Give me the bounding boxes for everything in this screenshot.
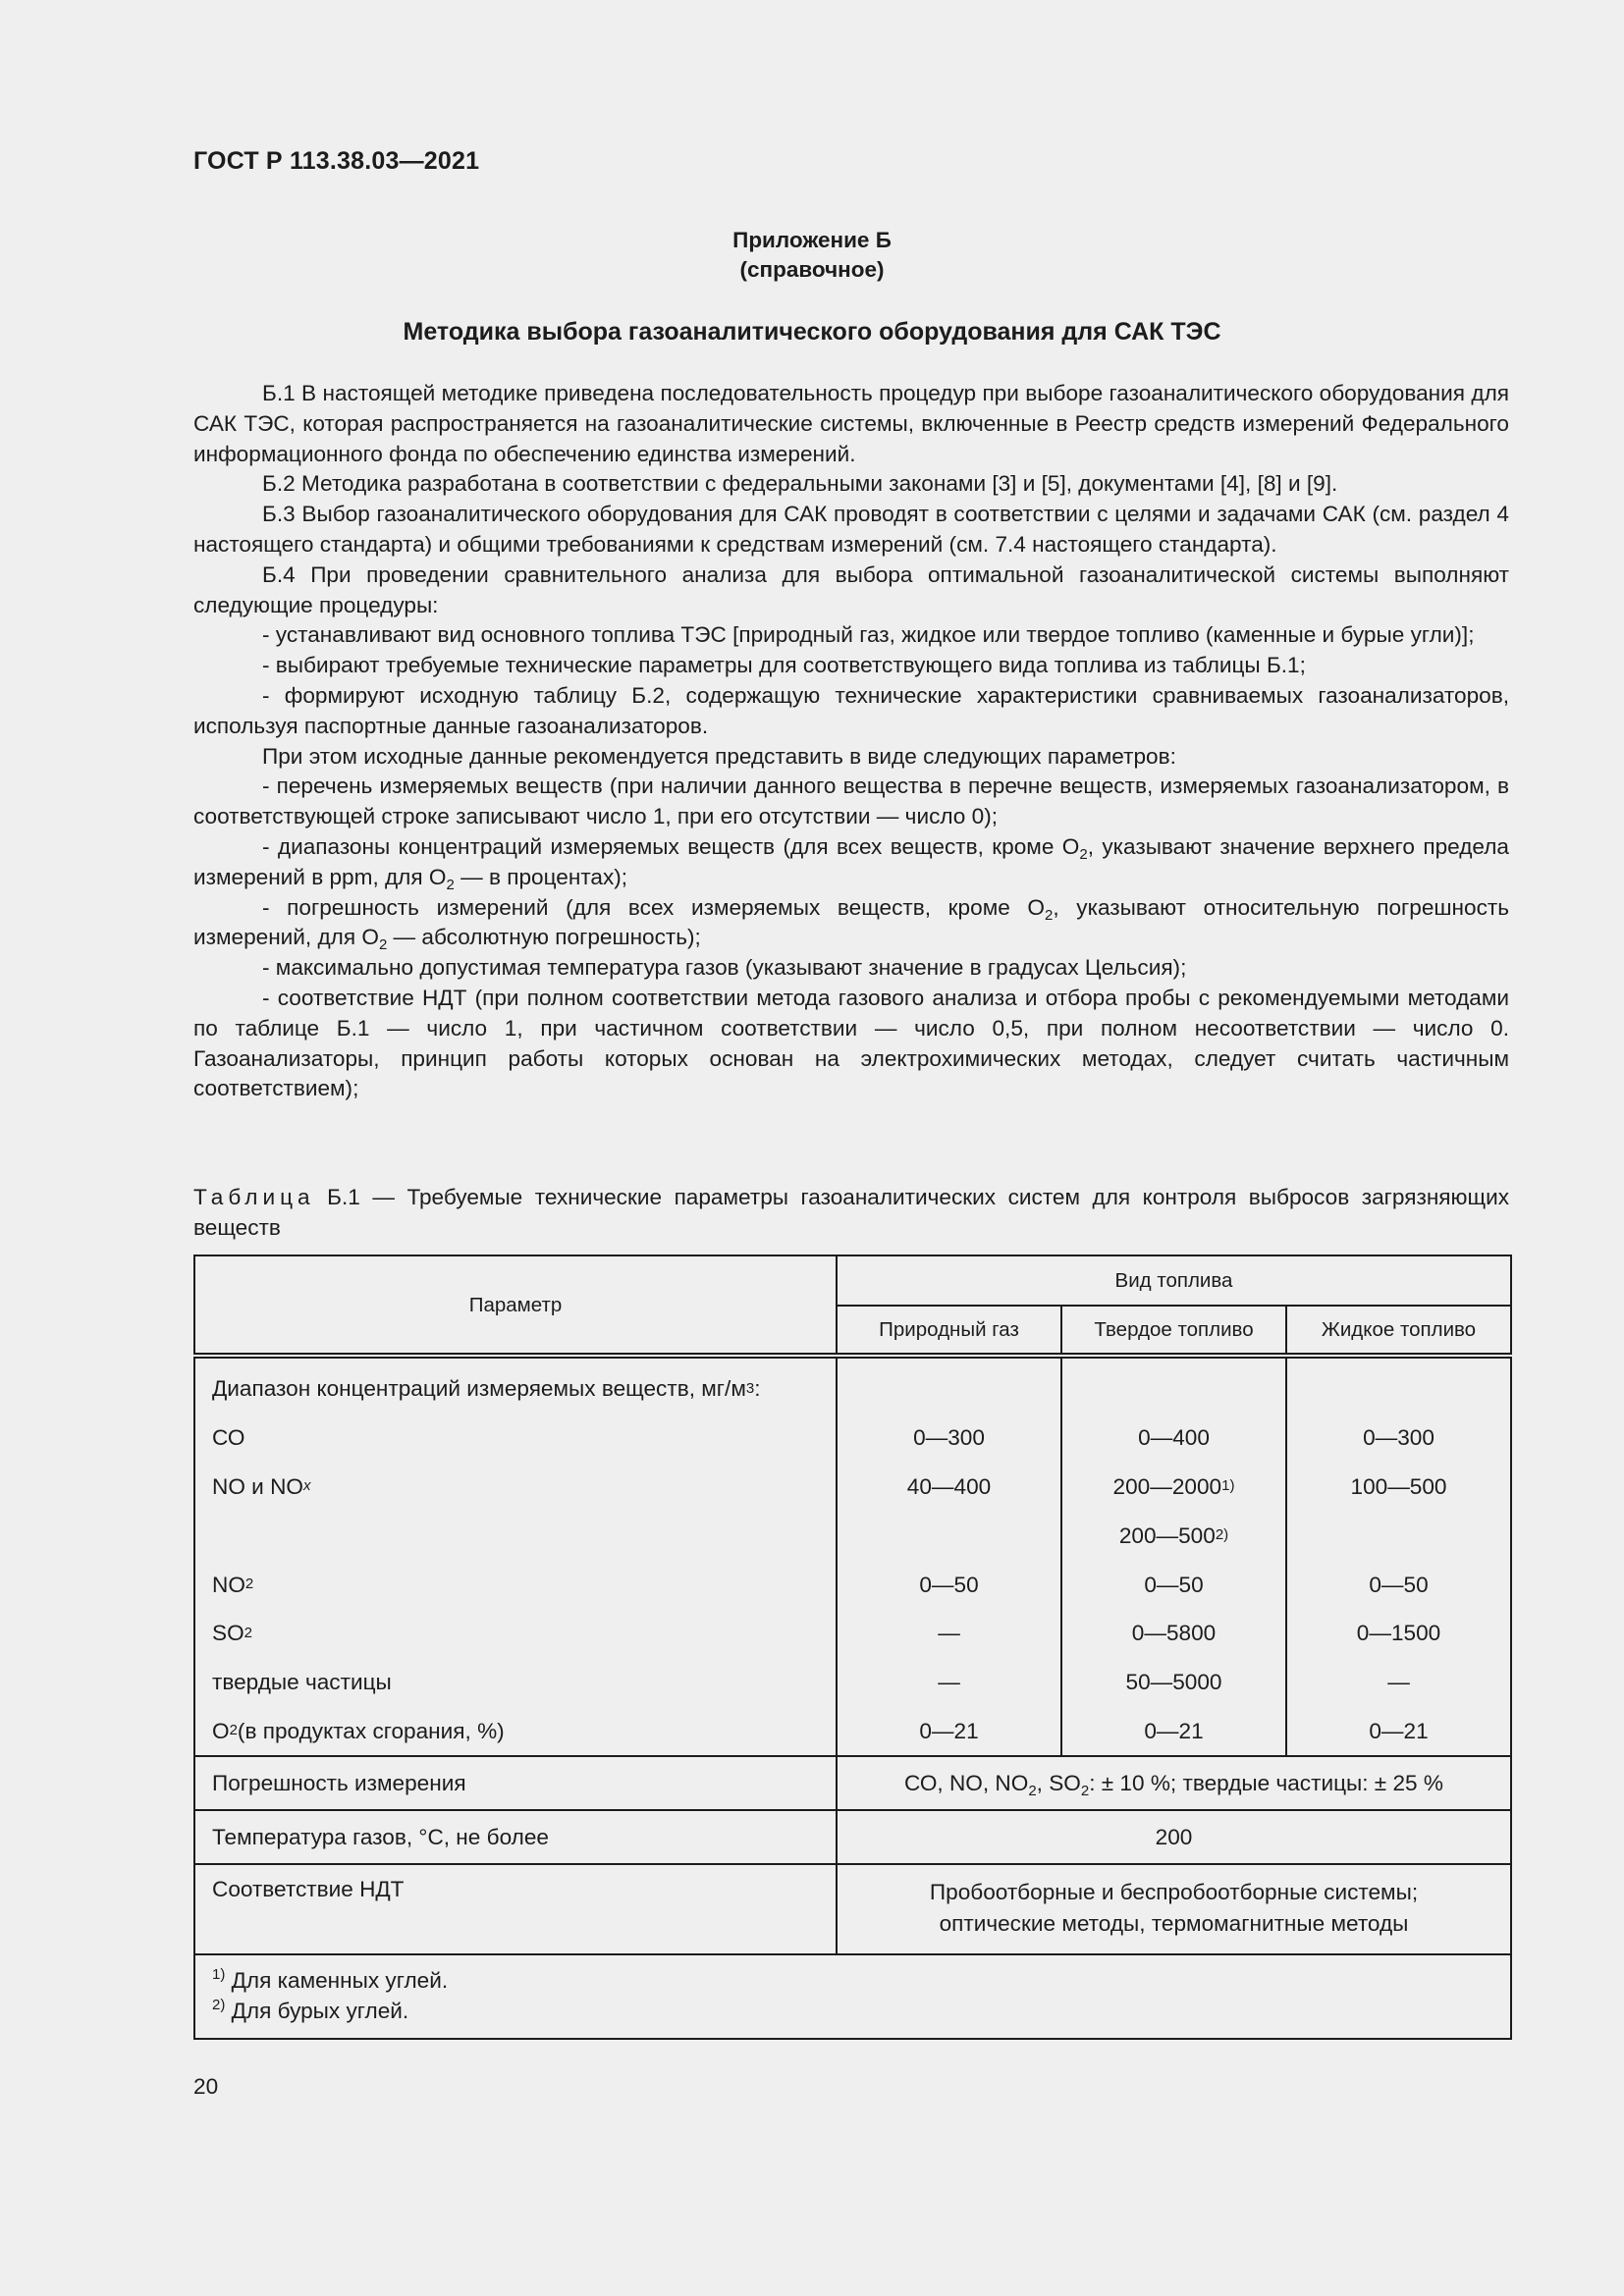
param-so2: SO 2 bbox=[212, 1621, 252, 1646]
cell-empty bbox=[1287, 1511, 1510, 1560]
body-text bbox=[193, 379, 1509, 1104]
cell-empty bbox=[1287, 1364, 1510, 1414]
cell-co-gas: 0—300 bbox=[913, 1425, 985, 1451]
paragraph: Б.2 Методика разработана в соответствии с федеральными законами [3] и [5], документами [4], [8] и [9]. bbox=[262, 471, 1338, 497]
cell-no2-gas: 0—50 bbox=[919, 1572, 979, 1597]
liquid-fuel-column bbox=[1286, 1356, 1511, 1756]
temperature-label: Температура газов, °С, не более bbox=[194, 1810, 837, 1864]
header-natural-gas: Природный газ bbox=[837, 1306, 1061, 1356]
footnote: $^{1)}$ Для каменных углей. bbox=[212, 1966, 449, 1994]
list-item: - диапазоны концентраций измеряемых веществ (для всех веществ, кроме $О_2$, указывают значение верхнего предела измерений в ppm, для $О_2$ — в процентах); bbox=[193, 833, 1509, 893]
table-caption-text: Б.1 — Требуемые технические параметры газоаналитических систем для контроля выбросов загрязняющих веществ bbox=[193, 1185, 1509, 1240]
list-item: - устанавливают вид основного топлива ТЭС [природный газ, жидкое или твердое топливо (каменные и бурые угли)]; bbox=[262, 622, 1475, 648]
cell-so2-solid: 0—5800 bbox=[1131, 1621, 1217, 1646]
paragraph: При этом исходные данные рекомендуется представить в виде следующих параметров: bbox=[262, 743, 1176, 769]
cell-empty bbox=[838, 1511, 1060, 1560]
table-header-row bbox=[194, 1255, 1511, 1306]
cell-empty bbox=[838, 1364, 1060, 1414]
cell-o2-solid: 0—21 bbox=[1144, 1718, 1204, 1743]
page-number: 20 bbox=[193, 2074, 219, 2099]
list-item: - максимально допустимая температура газов (указывают значение в градусах Цельсия); bbox=[262, 955, 1187, 981]
cell-so2-gas: — bbox=[938, 1621, 960, 1646]
list-item: - выбирают требуемые технические параметры для соответствующего вида топлива из таблицы Б.1; bbox=[262, 653, 1306, 678]
ndt-value: Пробоотборные и беспробоотборные системы; оптические методы, термомагнитные методы bbox=[837, 1864, 1511, 1954]
appendix-heading bbox=[0, 226, 1624, 285]
param-no-nox: NO и NO x bbox=[212, 1473, 311, 1499]
footnote: $^{2)}$ Для бурых углей. bbox=[212, 1997, 409, 2024]
header-parameter: Параметр bbox=[194, 1255, 837, 1356]
solid-fuel-column bbox=[1061, 1356, 1286, 1756]
table-row bbox=[194, 1756, 1511, 1810]
document-header: ГОСТ Р 113.38.03—2021 bbox=[193, 147, 480, 175]
header-solid-fuel: Твердое топливо bbox=[1061, 1306, 1286, 1356]
cell-pm-gas: — bbox=[938, 1670, 960, 1695]
cell-no2-liquid: 0—50 bbox=[1369, 1572, 1429, 1597]
parameter-column bbox=[194, 1356, 837, 1756]
table-notes-row bbox=[194, 1954, 1511, 2039]
cell-pm-liquid: — bbox=[1387, 1670, 1410, 1695]
cell-no-gas: 40—400 bbox=[906, 1473, 992, 1499]
error-value: СО, NO, $NO_2$, $SO_2$: ± 10 %; твердые частицы: ± 25 % bbox=[837, 1756, 1511, 1810]
cell-o2-gas: 0—21 bbox=[919, 1718, 979, 1743]
param-particulates: твердые частицы bbox=[212, 1670, 392, 1695]
list-item: - погрешность измерений (для всех измеряемых веществ, кроме $О_2$, указывают относительную погрешность измерений, для $О_2$ — абсолютную погрешность); bbox=[193, 894, 1509, 954]
cell-co-liquid: 0—300 bbox=[1363, 1425, 1435, 1451]
cell-empty bbox=[1062, 1364, 1285, 1414]
natural-gas-column bbox=[837, 1356, 1061, 1756]
paragraph: Б.4 При проведении сравнительного анализа для выбора оптимальной газоаналитической системы выполняют следующие процедуры: bbox=[193, 561, 1509, 617]
list-item: - перечень измеряемых веществ (при наличии данного вещества в перечне веществ, измеряемых газоанализатором, в соответствующей строке записывают число 1, при его отсутствии — число 0); bbox=[193, 774, 1509, 829]
cell-no-solid-brown: 200—500 2) bbox=[1118, 1522, 1229, 1548]
error-label: Погрешность измерения bbox=[194, 1756, 837, 1810]
cell-no-solid: 200—2000 1) bbox=[1112, 1473, 1235, 1499]
parameters-table bbox=[193, 1255, 1512, 2040]
table-row bbox=[194, 1810, 1511, 1864]
cell-so2-liquid: 0—1500 bbox=[1356, 1621, 1441, 1646]
range-label: Диапазон концентраций измеряемых веществ, мг/м 3 : bbox=[212, 1376, 761, 1402]
cell-pm-solid: 50—5000 bbox=[1125, 1670, 1222, 1695]
table-row bbox=[194, 1864, 1511, 1954]
ndt-label: Соответствие НДТ bbox=[194, 1864, 837, 1954]
param-co: СО bbox=[212, 1425, 245, 1451]
table-caption bbox=[193, 1183, 1509, 1244]
cell-no2-solid: 0—50 bbox=[1144, 1572, 1204, 1597]
header-fuel-type: Вид топлива bbox=[837, 1255, 1511, 1306]
param-empty bbox=[195, 1511, 836, 1560]
section-title: Методика выбора газоаналитического оборудования для САК ТЭС bbox=[403, 318, 1221, 346]
table-footnotes bbox=[194, 1954, 1511, 2039]
cell-o2-liquid: 0—21 bbox=[1369, 1718, 1429, 1743]
paragraph: Б.3 Выбор газоаналитического оборудования для САК проводят в соответствии с целями и задачами САК (см. раздел 4 настоящего стандарта) и общими требованиями к средствам измерений (см. 7.4 настоящего стандарта). bbox=[193, 502, 1509, 557]
table-row bbox=[194, 1356, 1511, 1756]
paragraph: Б.1 В настоящей методике приведена последовательность процедур при выборе газоаналитического оборудования для САК ТЭС, которая распространяется на газоаналитические системы, включенные в Реестр средств измерений Федерального информационного фонда по обеспечению единства измерений. bbox=[193, 381, 1509, 466]
param-o2: O 2 (в продуктах сгорания, %) bbox=[212, 1718, 505, 1743]
appendix-title: Приложение Б bbox=[732, 228, 892, 252]
temperature-value: 200 bbox=[837, 1810, 1511, 1864]
list-item: - соответствие НДТ (при полном соответствии метода газового анализа и отбора пробы с рекомендуемыми методами по таблице Б.1 — число 1, при частичном соответствии — число 0,5, при полном несоответствии — число 0. Газоанализаторы, принцип работы которых основан на электрохимических методах, следует считать частичным соответствием); bbox=[193, 985, 1509, 1101]
table-caption-label: Таблица bbox=[193, 1185, 315, 1209]
list-item: - формируют исходную таблицу Б.2, содержащую технические характеристики сравниваемых газоанализаторов, используя паспортные данные газоанализаторов. bbox=[193, 682, 1509, 738]
param-no2: NO 2 bbox=[212, 1572, 254, 1597]
cell-no-liquid: 100—500 bbox=[1350, 1473, 1447, 1499]
header-liquid-fuel: Жидкое топливо bbox=[1286, 1306, 1511, 1356]
appendix-type: (справочное) bbox=[739, 257, 885, 282]
cell-co-solid: 0—400 bbox=[1138, 1425, 1210, 1451]
